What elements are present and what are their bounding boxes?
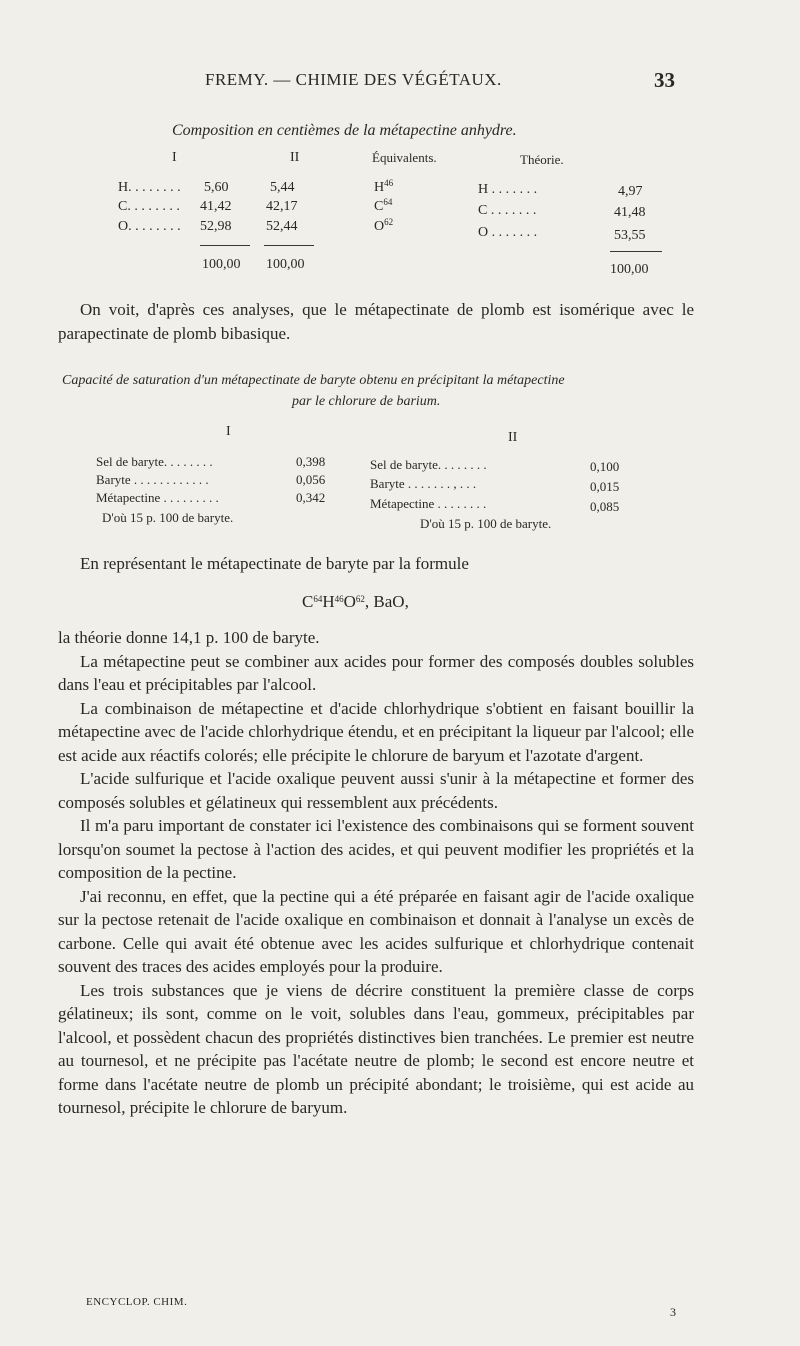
capacite-caption-line2: par le chlorure de barium. [292,394,441,409]
capacite-caption-line1: Capacité de saturation d'un métapectinate de baryte obtenu en précipitant la métapectine [62,373,565,388]
paragraph: L'acide sulfurique et l'acide oxalique peuvent aussi s'unir à la métapectine et former des composés solubles et gélatineux qui ressemblent aux précédents. [58,769,694,812]
row-label: Baryte . . . . . . . , . . . [370,476,477,491]
row-label: Baryte . . . . . . . . . . . . [96,472,209,487]
total-ii: 100,00 [266,257,305,272]
col-ii-header: II [290,150,300,165]
row-value: 0,398 [296,454,326,469]
theorie-label: C . . . . . . . [478,203,537,218]
value-ii: 5,44 [270,180,295,195]
theorie-value: 4,97 [618,184,643,199]
value-ii: 52,44 [266,219,298,234]
row-value: 0,056 [296,472,326,487]
row-note: D'où 15 p. 100 de baryte. [102,510,234,525]
header-title: FREMY. — CHIMIE DES VÉGÉTAUX. [205,70,502,89]
col-theorie-header: Théorie. [520,152,564,167]
paragraph: J'ai reconnu, en effet, que la pectine qui a été préparée en faisant agir de l'acide oxalique sur la pectose retenait de l'acide oxalique en combinaison et donnait à l'analyse un excès de carbone. Celle qui avait été obtenue avec les acides sulfurique et chlorhydrique contenait souvent des traces des acides employés pour la produire. [58,886,694,976]
paragraph: La combinaison de métapectine et d'acide chlorhydrique s'obtient en faisant bouillir la métapectine avec de l'acide chlorhydrique étendu, et en précipitant la liqueur par l'alcool; elle est acide aux réactifs colorés; elle précipite le chlorure de baryum et l'azotate d'argent. [58,698,694,765]
paragraph: La métapectine peut se combiner aux acides pour former des composés doubles solubles dans l'eau et précipitables par l'alcool. [58,651,694,694]
row-note: D'où 15 p. 100 de baryte. [420,516,552,531]
col-ii-header: II [508,430,518,445]
equivalent: $H^{46}$ [374,178,394,195]
row-value: 0,015 [590,479,620,494]
text-block [58,626,694,1120]
row-value: 0,085 [590,499,620,514]
running-header [0,70,800,96]
paragraph: En représentant le métapectinate de baryte par la formule [80,554,469,573]
value-i: 41,42 [200,199,232,214]
theorie-value: 41,48 [614,205,646,220]
row-label: Sel de baryte. . . . . . . . [370,457,487,472]
total-i: 100,00 [202,257,241,272]
row-label: Sel de baryte. . . . . . . . [96,454,213,469]
paragraph: Il m'a paru important de constater ici l'existence des combinaisons qui se forment souvent lorsqu'on soumet la pectose à l'action des acides, et qui peuvent modifier les propriétés et la composition de la pectine. [58,816,694,882]
row-value: 0,100 [590,459,620,474]
row-label: Métapectine . . . . . . . . . [96,490,219,505]
equivalent: $C^{64}$ [374,197,393,214]
col-i-header: I [172,150,177,165]
col-i-header: I [226,424,231,439]
value-i: 5,60 [204,180,229,195]
sum-rule [200,245,250,246]
row-value: 0,342 [296,490,326,505]
element-label: H. . . . . . . . [118,180,181,195]
theorie-label: O . . . . . . . [478,225,538,240]
value-i: 52,98 [200,219,232,234]
total-theorie: 100,00 [610,262,649,277]
theorie-value: 53,55 [614,228,646,243]
row-label: Métapectine . . . . . . . . [370,496,487,511]
page-number: 33 [654,68,675,92]
col-eq-header: Équivalents. [372,150,437,165]
paragraph: On voit, d'après ces analyses, que le métapectinate de plomb est isomérique avec le parapectinate de plomb bibasique. [58,300,694,343]
value-ii: 42,17 [266,199,298,214]
formula: $C^{64}H^{46}O^{62}$, BaO, [302,592,409,611]
paragraph: la théorie donne 14,1 p. 100 de baryte. [58,628,320,647]
paragraph: Les trois substances que je viens de décrire constituent la première classe de corps gélatineux; ils sont, comme on le voit, solubles dans l'eau, gommeux, précipitables par l'alcool, et possèdent chacun des propriétés distinctives bien tranchées. Le premier est neutre au tournesol, et ne précipite pas l'acétate neutre de plomb; le second est encore neutre et forme dans l'acétate neutre de plomb un précipité abondant; le troisième, qui est acide au tournesol, précipite le chlorure de baryum. [58,980,694,1117]
element-label: O. . . . . . . . [118,219,181,234]
theorie-label: H . . . . . . . [478,182,538,197]
footer-signature: 3 [670,1305,676,1319]
footer-left: ENCYCLOP. CHIM. [86,1296,188,1308]
sum-rule [610,251,662,252]
sum-rule [264,245,314,246]
composition-caption: Composition en centièmes de la métapectine anhydre. [172,122,517,139]
equivalent: $O^{62}$ [374,217,394,234]
element-label: C. . . . . . . . [118,199,180,214]
